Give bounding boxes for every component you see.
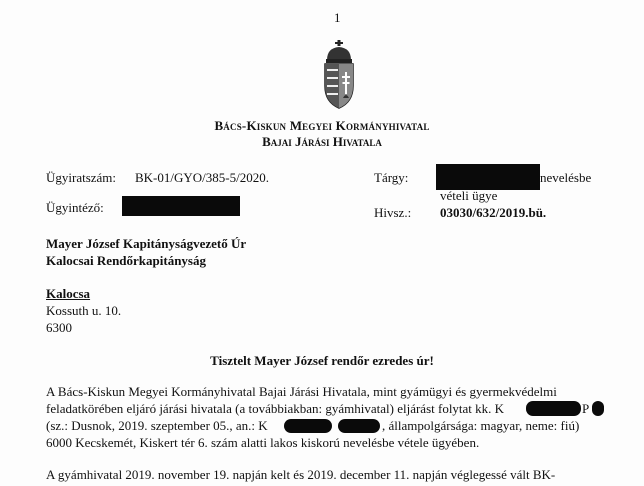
reference-label: Hivsz.: (374, 205, 412, 220)
case-number-label: Ügyiratszám: (46, 170, 117, 185)
redaction-officer (122, 196, 240, 216)
recipient-org: Kalocsai Rendőrkapitányság (46, 253, 206, 268)
body-line-3: (sz.: Dusnok, 2019. szeptember 05., an.: K (46, 418, 268, 433)
case-number-value: BK-01/GYO/385-5/2020. (135, 170, 269, 185)
body-line-2-end: P (582, 401, 590, 416)
subject-label: Tárgy: (374, 170, 409, 185)
body-line-5: A gyámhivatal 2019. november 19. napján kelt és 2019. december 11. napján véglegessé vált BK- (46, 467, 556, 482)
org-name: Bács-Kiskun Megyei Kormányhivatal (214, 118, 430, 133)
case-officer-label: Ügyintéző: (46, 200, 104, 215)
redaction-mother-2 (338, 419, 380, 433)
redaction-child-given (592, 401, 604, 416)
recipient-city: Kalocsa (46, 286, 91, 301)
body-line-1: A Bács-Kiskun Megyei Kormányhivatal Bajai Járási Hivatala, mint gyámügyi és gyermekvédelmi (46, 384, 557, 399)
redaction-subject (436, 164, 540, 190)
redaction-child-surname (526, 401, 581, 416)
reference-value: 03030/632/2019.bü. (440, 205, 547, 220)
recipient-street: Kossuth u. 10. (46, 303, 122, 318)
org-subunit: Bajai Járási Hivatala (262, 134, 382, 149)
coat-of-arms-logo (318, 40, 360, 112)
recipient-zip: 6300 (46, 320, 72, 335)
redaction-mother-1 (284, 419, 332, 433)
salutation: Tisztelt Mayer József rendőr ezredes úr! (210, 353, 434, 368)
subject-value-1: nevelésbe (540, 170, 592, 185)
body-line-4: 6000 Kecskemét, Kiskert tér 6. szám alatti lakos kiskorú nevelésbe vétele ügyében. (46, 435, 480, 450)
body-line-2: feladatkörében eljáró járási hivatala (a továbbiakban: gyámhivatal) eljárást folytat kk. K (46, 401, 505, 416)
recipient-name: Mayer József Kapitányságvezető Úr (46, 236, 247, 251)
page-number: 1 (334, 10, 341, 25)
subject-value-2: vételi ügye (440, 188, 498, 203)
body-line-3-end: , állampolgársága: magyar, neme: fiú) (382, 418, 580, 433)
